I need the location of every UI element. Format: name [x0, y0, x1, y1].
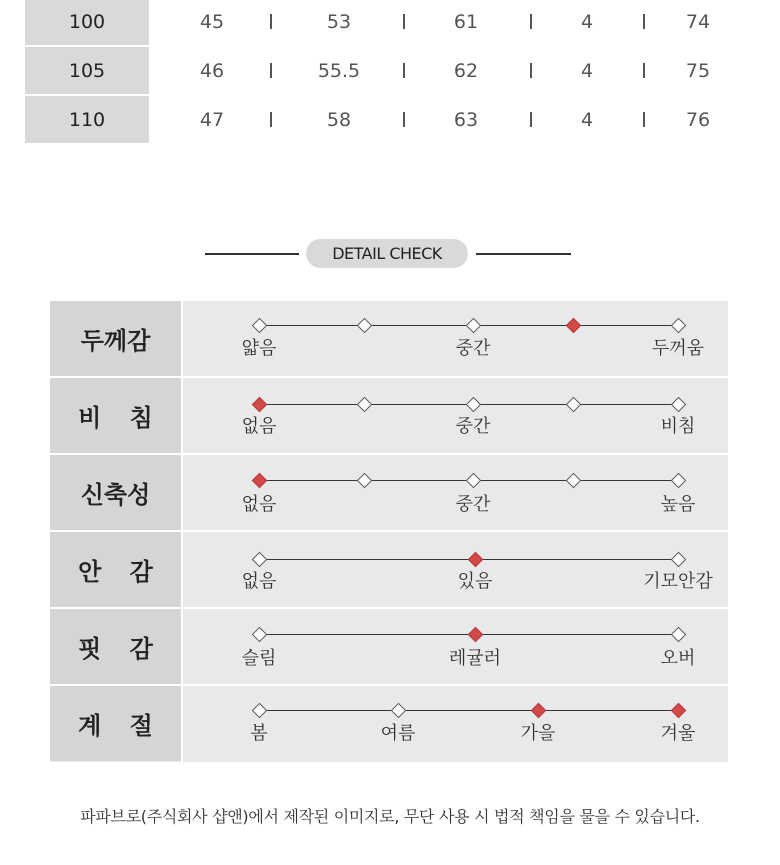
- column-separator: [270, 112, 272, 127]
- header-rule-right: [476, 253, 571, 255]
- option-label: 두꺼움: [651, 338, 705, 359]
- scale-marker: [391, 703, 407, 719]
- detail-row-lining: [50, 532, 728, 607]
- option-label: 없음: [241, 494, 277, 515]
- size-value: 46: [199, 59, 225, 82]
- size-row: [0, 47, 780, 94]
- scale-marker: [671, 473, 687, 489]
- scale-marker: [466, 318, 482, 334]
- scale-marker: [252, 318, 268, 334]
- scale-marker: [566, 473, 582, 489]
- scale-marker: [252, 627, 268, 643]
- detail-label: 신축성: [50, 455, 181, 530]
- scale-marker: [357, 318, 373, 334]
- detail-check-panel: [50, 301, 728, 762]
- detail-row-elasticity: [50, 455, 728, 530]
- column-separator: [530, 14, 532, 29]
- option-label: 중간: [455, 338, 491, 359]
- size-value: 4: [580, 59, 594, 82]
- detail-label: 계 절: [50, 686, 181, 761]
- column-separator: [403, 14, 405, 29]
- scale-marker-selected: [531, 703, 547, 719]
- detail-row-thickness: [50, 301, 728, 376]
- size-value: 74: [685, 10, 711, 33]
- scale-marker-selected: [566, 318, 582, 334]
- option-label: 여름: [380, 723, 416, 744]
- scale-marker-selected: [468, 627, 484, 643]
- size-value: 63: [453, 108, 479, 131]
- detail-label: 핏 감: [50, 609, 181, 684]
- option-label: 가을: [520, 723, 556, 744]
- option-label: 슬림: [241, 648, 277, 669]
- size-value: 61: [453, 10, 479, 33]
- option-label: 있음: [457, 571, 493, 592]
- option-label: 없음: [241, 571, 277, 592]
- scale-marker-selected: [252, 473, 268, 489]
- scale-marker: [671, 627, 687, 643]
- option-label: 높음: [660, 494, 696, 515]
- size-label: 110: [25, 96, 149, 143]
- scale-marker: [357, 397, 373, 413]
- option-label: 비침: [660, 416, 696, 437]
- option-label: 기모안감: [643, 571, 713, 592]
- option-label: 얇음: [241, 338, 277, 359]
- copyright-notice: 파파브로(주식회사 샵앤)에서 제작된 이미지로, 무단 사용 시 법적 책임을 물을 수 있습니다.: [80, 807, 700, 826]
- detail-label: 비 침: [50, 378, 181, 453]
- size-value: 47: [199, 108, 225, 131]
- detail-row-season: [50, 686, 728, 761]
- option-label: 레귤러: [448, 648, 502, 669]
- size-value: 55.5: [317, 59, 361, 82]
- scale-marker-selected: [468, 552, 484, 568]
- scale-marker: [252, 703, 268, 719]
- column-separator: [643, 112, 645, 127]
- size-value: 45: [199, 10, 225, 33]
- column-separator: [403, 112, 405, 127]
- detail-row-fit: [50, 609, 728, 684]
- header-rule-left: [205, 253, 299, 255]
- scale-marker: [566, 397, 582, 413]
- scale-marker: [252, 552, 268, 568]
- size-value: 75: [685, 59, 711, 82]
- column-separator: [530, 112, 532, 127]
- scale-marker-selected: [671, 703, 687, 719]
- size-row: [0, 0, 780, 45]
- detail-row-sheerness: [50, 378, 728, 453]
- detail-check-title: DETAIL CHECK: [306, 239, 468, 268]
- size-label: 105: [25, 47, 149, 94]
- option-label: 오버: [660, 648, 696, 669]
- option-label: 없음: [241, 416, 277, 437]
- column-separator: [403, 63, 405, 78]
- size-value: 53: [326, 10, 352, 33]
- size-row: [0, 96, 780, 143]
- size-value: 4: [580, 10, 594, 33]
- scale-marker: [466, 473, 482, 489]
- detail-label: 두께감: [50, 301, 181, 376]
- option-label: 겨울: [660, 723, 696, 744]
- scale-marker: [466, 397, 482, 413]
- size-value: 58: [326, 108, 352, 131]
- column-separator: [270, 14, 272, 29]
- scale-track: [259, 710, 679, 711]
- column-separator: [643, 14, 645, 29]
- size-value: 4: [580, 108, 594, 131]
- detail-label: 안 감: [50, 532, 181, 607]
- column-separator: [270, 63, 272, 78]
- size-label: 100: [25, 0, 149, 45]
- scale-marker-selected: [252, 397, 268, 413]
- scale-marker: [357, 473, 373, 489]
- size-table: [0, 0, 780, 145]
- scale-marker: [671, 318, 687, 334]
- column-separator: [643, 63, 645, 78]
- option-label: 중간: [455, 494, 491, 515]
- column-separator: [530, 63, 532, 78]
- option-label: 중간: [455, 416, 491, 437]
- size-value: 62: [453, 59, 479, 82]
- option-label: 봄: [250, 723, 268, 744]
- scale-marker: [671, 552, 687, 568]
- scale-marker: [671, 397, 687, 413]
- size-value: 76: [685, 108, 711, 131]
